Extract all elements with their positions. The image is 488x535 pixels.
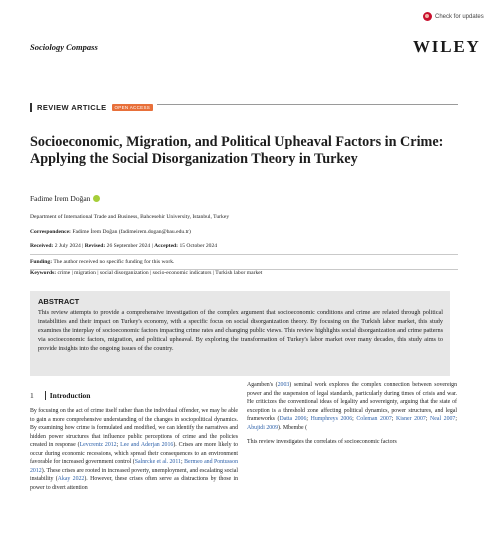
citation-link[interactable]: Coleman 2007 bbox=[356, 416, 392, 423]
section-heading-bar bbox=[45, 391, 46, 400]
body-text: ; bbox=[425, 416, 431, 423]
citation-link[interactable]: Neal 2007 bbox=[430, 416, 456, 423]
citation-link[interactable]: Humphreys 2006 bbox=[310, 416, 353, 423]
body-text: By focusing on the act of crime itself rather than the individual offender, we may be able to gain a more comprehensive understanding of the changes in sociopolitical dynamics. By examining how crime is formulated and modified, we can identify the narratives and hidden power structures that influence public perceptions of crime and the policies created in response ( bbox=[30, 408, 238, 449]
citation-link[interactable]: Abujidi 2009 bbox=[247, 424, 279, 431]
intro-paragraph-3: This review investigates the correlates of socioeconomic factors bbox=[247, 439, 397, 446]
author-row bbox=[30, 194, 100, 203]
journal-name: Sociology Compass bbox=[30, 42, 98, 52]
citation-link[interactable]: Datta 2006 bbox=[279, 416, 307, 423]
body-text: ; bbox=[352, 416, 357, 423]
check-for-updates-badge[interactable] bbox=[423, 12, 484, 21]
revised-date: 26 September 2024 bbox=[106, 243, 151, 249]
meta-divider-1 bbox=[30, 254, 458, 255]
keywords bbox=[30, 270, 460, 276]
citation-link[interactable]: Levcrentz 2012 bbox=[79, 442, 117, 449]
correspondence bbox=[30, 229, 460, 235]
article-title: Socioeconomic, Migration, and Political Upheaval Factors in Crime: Applying the Social Disorganization Theory in Turkey bbox=[30, 134, 444, 167]
accepted-date: 15 October 2024 bbox=[179, 243, 218, 249]
section-number: 1 bbox=[30, 391, 34, 400]
citation-link[interactable]: Kisner 2007 bbox=[395, 416, 426, 423]
received-label: Received: bbox=[30, 243, 54, 249]
intro-right-column bbox=[247, 381, 457, 447]
body-text: ; bbox=[116, 442, 121, 449]
body-text: ; bbox=[455, 416, 457, 423]
body-text: ). However, these crises often serve as distractions by those in power to divert attention bbox=[30, 476, 238, 491]
keywords-text: crime | migration | social disorganization | socio-economic indicators | Turkish labor market bbox=[57, 270, 263, 276]
body-text: Agamben's ( bbox=[247, 382, 278, 388]
orcid-icon[interactable] bbox=[93, 195, 100, 202]
intro-paragraph-2 bbox=[247, 381, 457, 432]
correspondence-text[interactable]: Fadime İrem Doğan (fadimeirem.dogan@bau.edu.tr) bbox=[72, 229, 191, 235]
check-updates-icon bbox=[423, 12, 432, 21]
article-type-row bbox=[30, 103, 157, 112]
article-type-label: REVIEW ARTICLE bbox=[37, 103, 107, 112]
accepted-label: Accepted: bbox=[154, 243, 179, 249]
article-type-bar bbox=[30, 103, 32, 112]
publisher-logo: WILEY bbox=[413, 37, 481, 56]
abstract-heading: ABSTRACT bbox=[38, 297, 80, 306]
open-access-badge: OPEN ACCESS bbox=[112, 104, 154, 111]
correspondence-label: Correspondence: bbox=[30, 229, 71, 235]
funding bbox=[30, 259, 460, 265]
received-date: 2 July 2024 bbox=[54, 243, 81, 249]
body-text: ; bbox=[306, 416, 311, 423]
body-text: ; bbox=[180, 459, 185, 466]
revised-label: Revised: bbox=[84, 243, 106, 249]
check-updates-label: Check for updates bbox=[435, 13, 484, 20]
funding-label: Funding: bbox=[30, 259, 53, 265]
intro-left-column bbox=[30, 407, 238, 492]
citation-link[interactable]: Lee and Aderjan 2016 bbox=[120, 442, 174, 449]
keywords-label: Keywords: bbox=[30, 270, 57, 276]
body-text: ). Crises are more likely to occur during economic recessions, which spread their consequences to an environment favorable for increased government control ( bbox=[30, 442, 238, 466]
author-name[interactable]: Fadime İrem Doğan bbox=[30, 194, 91, 203]
section-title: Introduction bbox=[49, 391, 91, 400]
body-text: ). These crises are rooted in increased poverty, unemployment, and escalating social instability ( bbox=[30, 467, 238, 483]
abstract-body: This review attempts to provide a comprehensive investigation of the complex argument that socioeconomic conditions and crime are related through political instabilities and their impact on Turkey's economy, with a specific focus on social disorganization theory. By focusing on the Turkish labor market, this study examines the interplay of socioeconomic factors impacting crime rates and changing public views. This review highlights social disorganization and crime patterns via socioeconomic factors, migration, and political upheaval. By exploring the transformation of Turkey's labor market over many decades, this study aims to provide insights into the ongoing issues of the country. bbox=[38, 309, 443, 352]
body-text: ; bbox=[391, 416, 396, 423]
intro-paragraph-1 bbox=[30, 407, 238, 492]
dates-row: Received: 2 July 2024 | Revised: 26 September 2024 | Accepted: 15 October 2024 bbox=[30, 243, 218, 249]
section-heading bbox=[30, 391, 90, 400]
citation-link[interactable]: Salnrcke et al. 2011 bbox=[134, 459, 181, 466]
body-text: ) seminal work explores the complex connection between sovereign power and the suspension of legal standards, particularly during times of crisis and war. He criticizes the conventional ideas of legality and sovereignty, arguing that the state of exception is a threshold zone affecting political dynamics, power structures, and legal frameworks ( bbox=[247, 382, 458, 423]
citation-link[interactable]: 2003 bbox=[277, 382, 290, 388]
citation-link[interactable]: Akay 2022 bbox=[57, 476, 85, 483]
affiliation: Department of International Trade and Business, Bahcesehir University, Istanbul, Turkey bbox=[30, 214, 230, 220]
citation-link[interactable]: Bermeo and Pontusson 2012 bbox=[30, 459, 239, 474]
body-text: ). Mbembe ( bbox=[278, 424, 308, 431]
funding-text: The author received no specific funding for this work. bbox=[53, 259, 175, 265]
